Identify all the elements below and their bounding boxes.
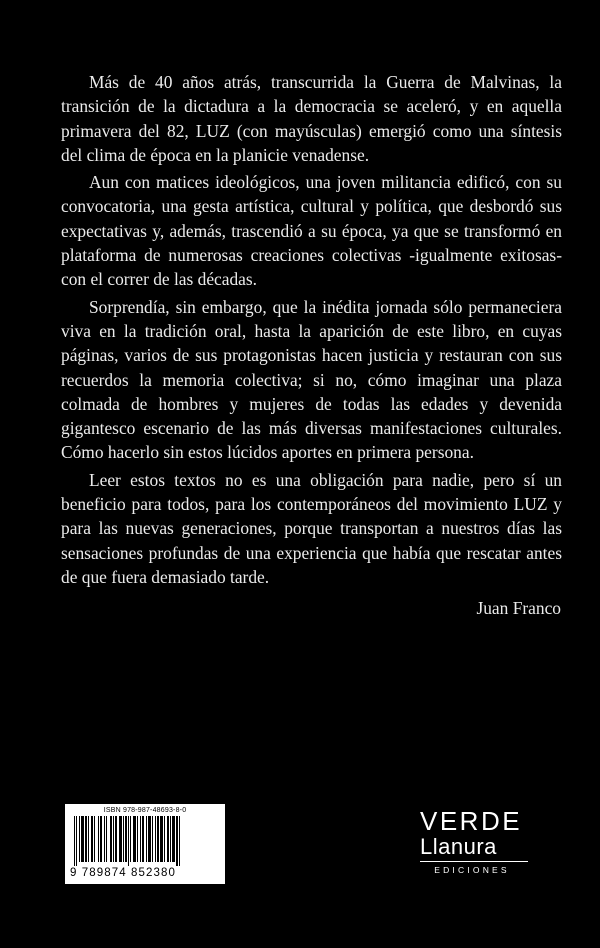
author-signature: Juan Franco [476, 598, 561, 618]
publisher-logo-line3: EDICIONES [434, 865, 510, 875]
publisher-logo-line2: Llanura [420, 834, 497, 859]
isbn-label: ISBN 978-987-48693-8-0 [103, 807, 187, 814]
publisher-logo-line1: VERDE [420, 806, 523, 836]
isbn-barcode [65, 804, 225, 884]
paragraph-4: Leer estos textos no es una obligación para nadie, pero sí un beneficio para todos, para los contemporáneos del movimiento LUZ y para las nuevas generaciones, porque transportan a nuestros días las sensaciones profundas de una experiencia que había que rescatar antes de que fuera demasiado tarde. [61, 469, 562, 587]
paragraph-2: Aun con matices ideológicos, una joven militancia edificó, con su convocatoria, una gesta artística, cultural y política, que desbordó sus expectativas y, además, trascendió a su época, ya que se transformó en plataforma de numerosas creaciones colectivas -igualmente exitosas- con el correr de las décadas. [61, 172, 562, 290]
paragraph-1: Más de 40 años atrás, transcurrida la Guerra de Malvinas, la transición de la dictadura a la democracia se aceleró, y en aquella primavera del 82, LUZ (con mayúsculas) emergió como una síntesis del clima de época en la planicie venadense. [61, 72, 562, 165]
barcode-bars [70, 816, 220, 866]
isbn-digits: 9 789874 852380 [70, 867, 177, 879]
publisher-logo-rule [420, 861, 528, 862]
publisher-logo [420, 808, 530, 875]
paragraph-3: Sorprendía, sin embargo, que la inédita jornada sólo permaneciera viva en la tradición oral, hasta la aparición de este libro, en cuyas páginas, varios de sus protagonistas hacen justicia y restauran con sus recuerdos la memoria colectiva; si no, cómo imaginar una plaza colmada de hombres y mujeres de todas las edades y devenida gigantesco escenario de las más diversas manifestaciones culturales. Cómo hacerlo sin estos lúcidos aportes en primera persona. [61, 296, 562, 463]
back-cover-text [61, 70, 562, 589]
